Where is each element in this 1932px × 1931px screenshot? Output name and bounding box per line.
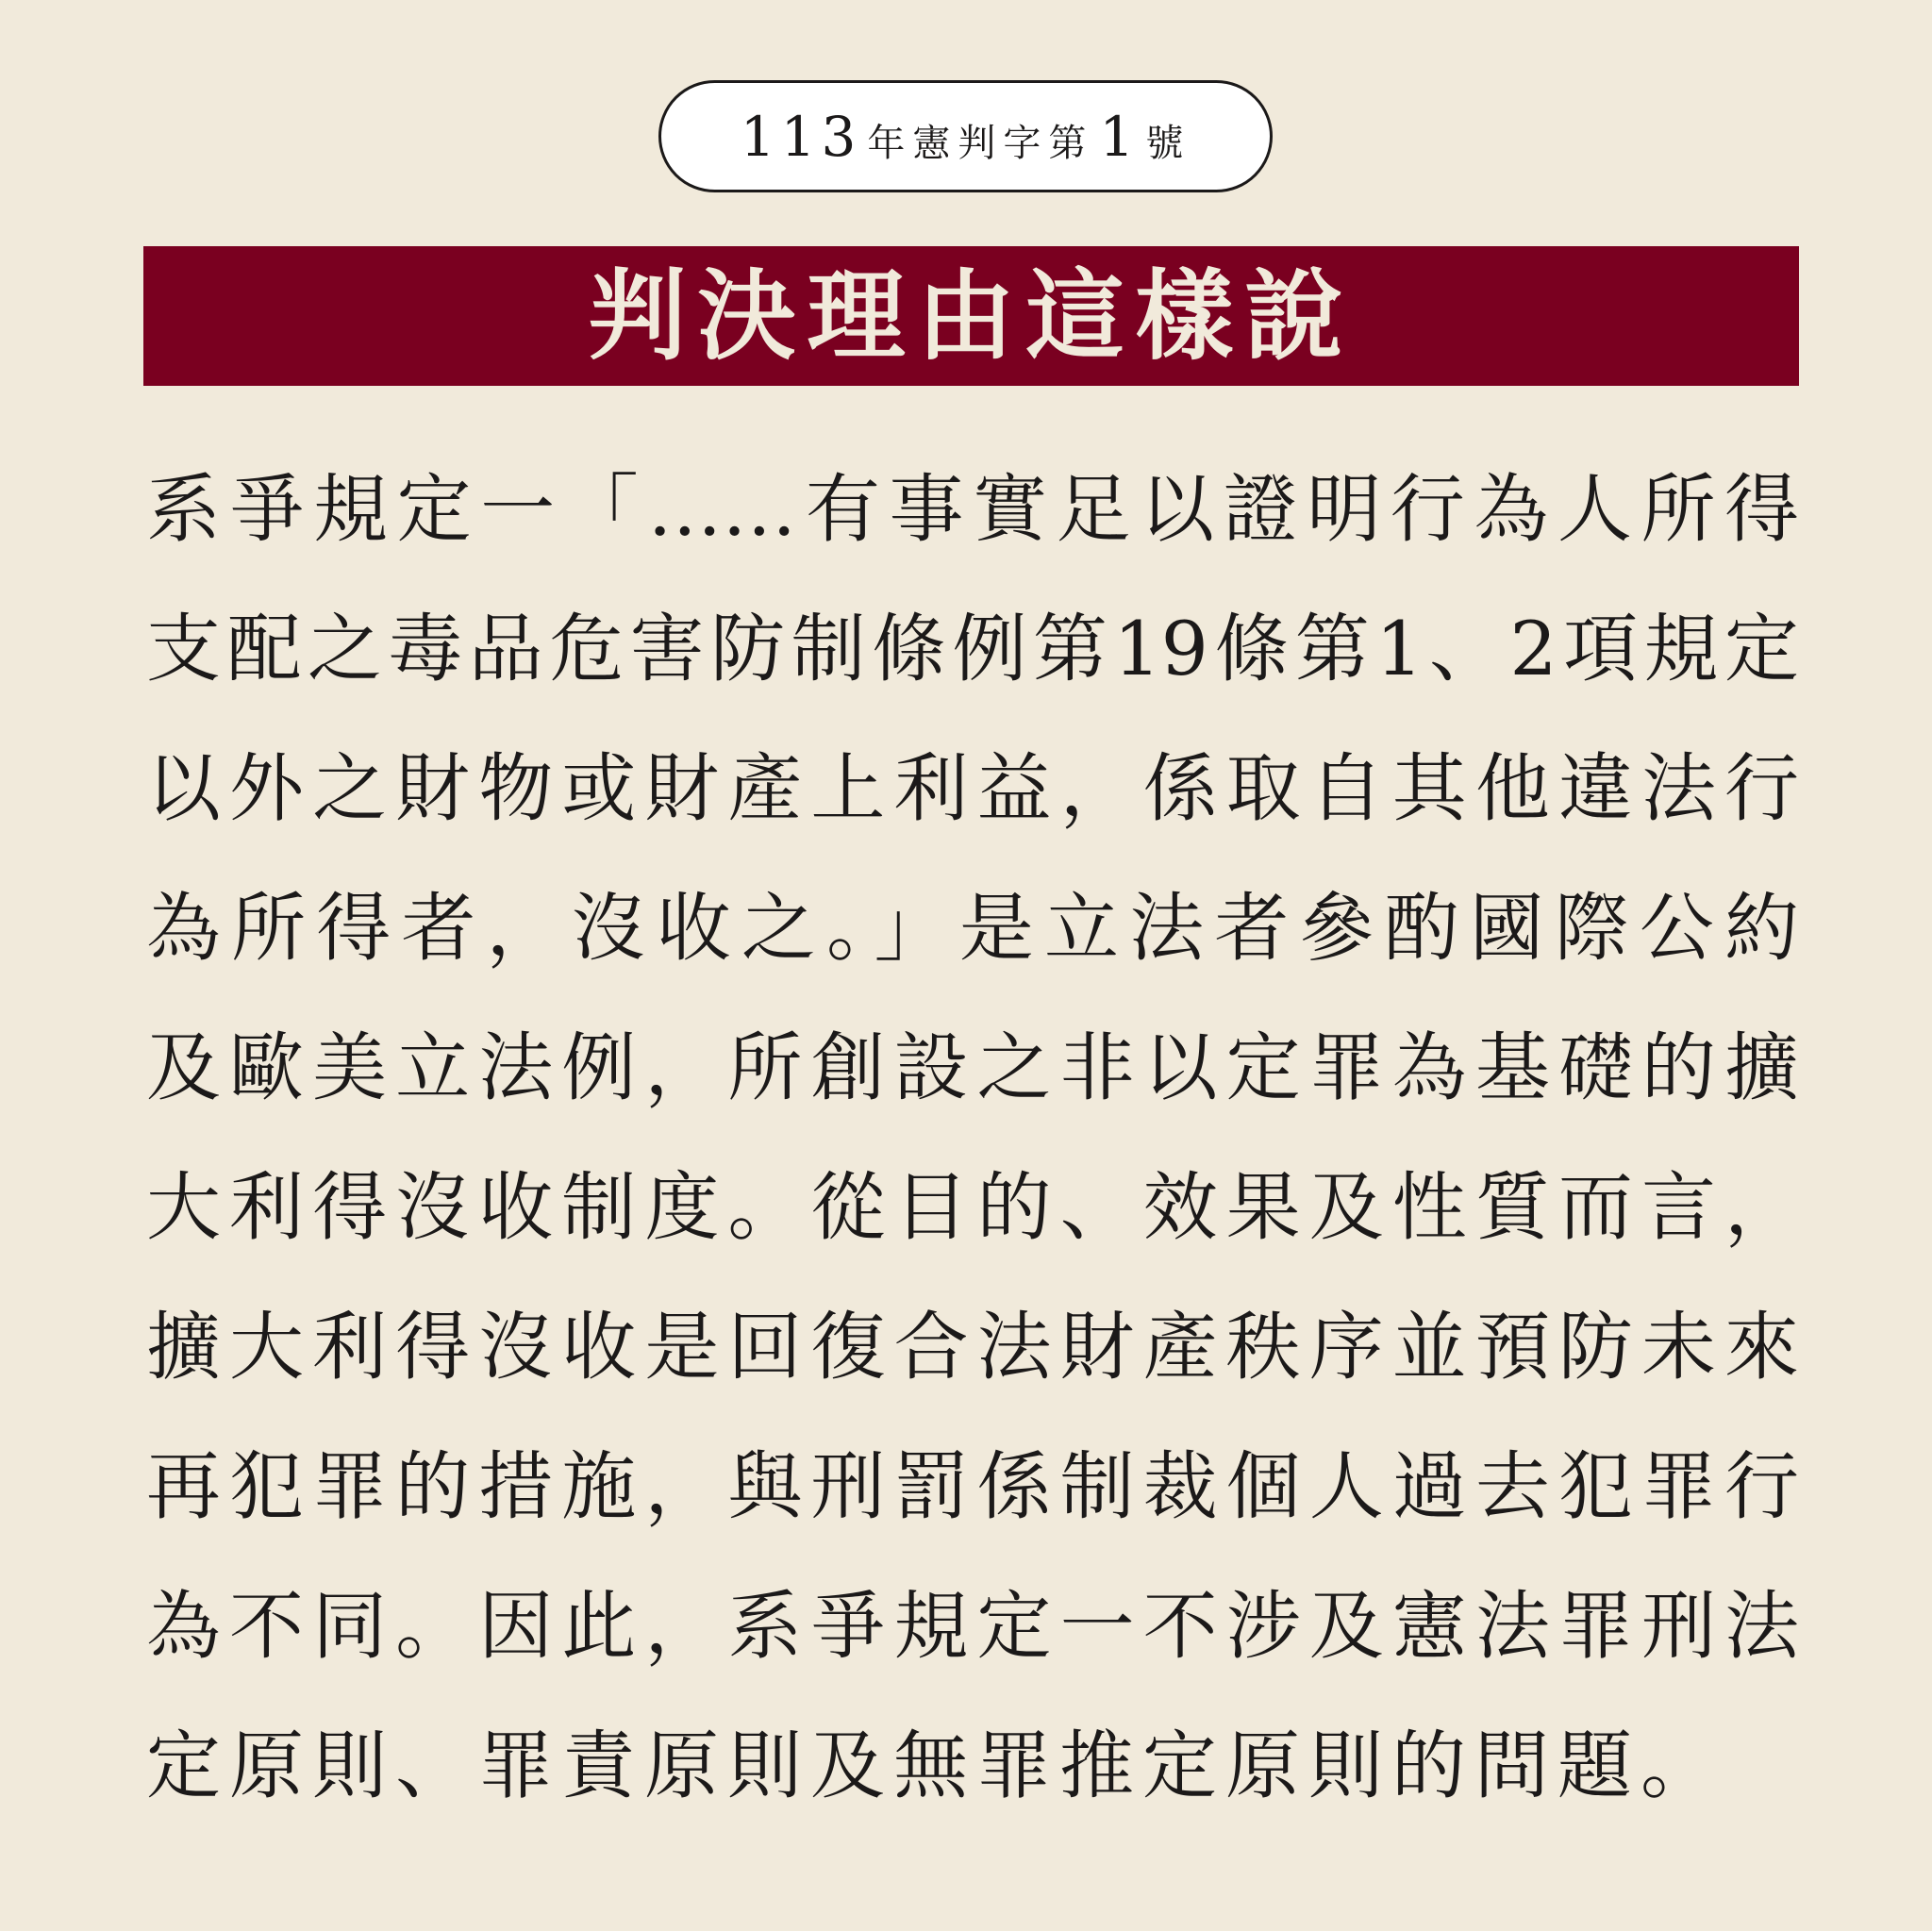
title-banner	[143, 246, 1799, 386]
ruling-reason-text	[146, 462, 1799, 1858]
body-line: 定原則、罪責原則及無罪推定原則的問題。	[146, 1723, 1724, 1809]
page-title: 判決理由這樣說	[588, 258, 1355, 374]
case-year: 113	[740, 104, 862, 169]
case-number-text	[740, 104, 1191, 169]
case-prefix: 年憲判字第	[867, 121, 1094, 165]
case-number-badge	[658, 80, 1273, 192]
body-line: 再犯罪的措施，與刑罰係制裁個人過去犯罪行	[146, 1443, 1799, 1530]
body-line: 為不同。因此，系爭規定一不涉及憲法罪刑法	[146, 1583, 1799, 1670]
body-line: 系爭規定一「……有事實足以證明行為人所得	[146, 466, 1799, 553]
body-line: 支配之毒品危害防制條例第19條第1、2項規定	[146, 606, 1799, 692]
case-number: 1	[1099, 104, 1141, 169]
body-line: 以外之財物或財產上利益，係取自其他違法行	[146, 745, 1799, 832]
body-line: 為所得者，沒收之。」是立法者參酌國際公約	[146, 885, 1799, 972]
body-line: 大利得沒收制度。從目的、效果及性質而言，	[146, 1164, 1799, 1251]
body-line: 及歐美立法例，所創設之非以定罪為基礎的擴	[146, 1024, 1799, 1111]
case-suffix: 號	[1145, 121, 1191, 165]
body-line: 擴大利得沒收是回復合法財產秩序並預防未來	[146, 1304, 1799, 1390]
